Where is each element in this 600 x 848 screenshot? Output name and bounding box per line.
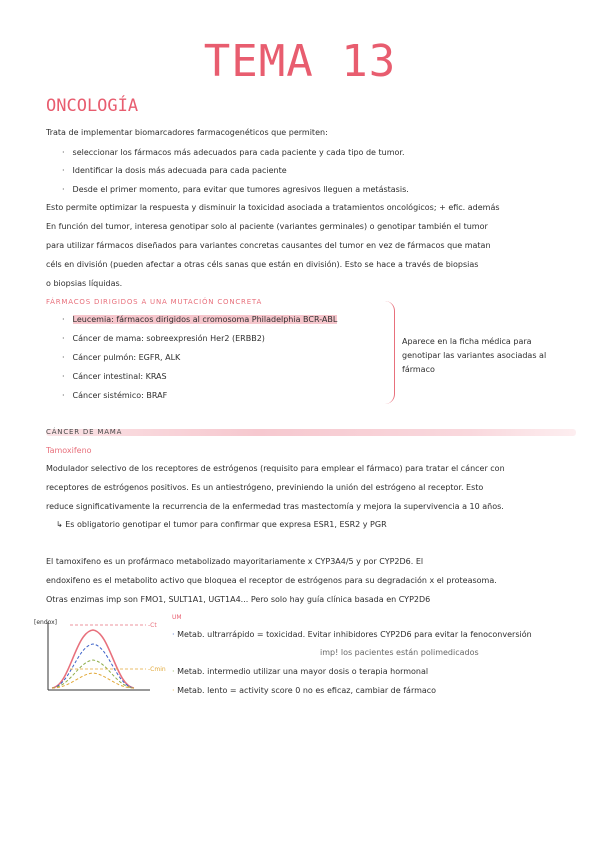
section-highlight-bar — [46, 429, 576, 436]
phenotype-row-ultra: · Metab. ultrarrápido = toxicidad. Evitar inhibidores CYP2D6 para evitar la fenoconversión — [172, 630, 532, 639]
curve-slow — [52, 673, 134, 688]
phenotype-subnote: imp! los pacientes están polimedicados — [320, 648, 479, 657]
concentration-graph — [30, 612, 180, 702]
phenotype-bullet: · — [172, 667, 178, 676]
page-title: TEMA 13 — [203, 36, 397, 87]
breast-heading: CÁNCER DE MAMA — [46, 428, 123, 436]
targeted-item: · Cáncer pulmón: EGFR, ALK — [62, 353, 181, 362]
intro-bullet: · Desde el primer momento, para evitar que tumores agresivos lleguen a metástasis. — [62, 185, 409, 194]
targeted-item: · Cáncer intestinal: KRAS — [62, 372, 167, 381]
phenotype-row-lento: · Metab. lento = activity score 0 no es eficaz, cambiar de fármaco — [172, 686, 437, 695]
targeted-item: · Cáncer de mama: sobreexpresión Her2 (ERBB2) — [62, 334, 265, 343]
intro-bullet: · seleccionar los fármacos más adecuados para cada paciente y cada tipo de tumor. — [62, 148, 405, 157]
phenotype-row-inter: · Metab. intermedio utilizar una mayor dosis o terapia hormonal — [172, 667, 429, 676]
targeted-heading: FÁRMACOS DIRIGIDOS A UNA MUTACIÓN CONCRETA — [46, 298, 263, 306]
intro-lead: Trata de implementar biomarcadores farmacogenéticos que permiten: — [46, 128, 328, 137]
breast-line: Modulador selectivo de los receptores de estrógenos (requisito para emplear el fármaco) para tratar el cáncer con — [46, 464, 505, 473]
metab-line: Otras enzimas imp son FMO1, SULT1A1, UGT1A4... Pero solo hay guía clínica basada en CYP2D6 — [46, 595, 431, 604]
drug-name: Tamoxifeno — [46, 446, 92, 455]
brace — [384, 301, 395, 404]
intro-line: céls en división (pueden afectar a otras céls sanas que están en división). Esto se hace a través de biopsias — [46, 260, 479, 269]
targeted-note: Aparece en la ficha médica para genotipar las variantes asociadas al fármaco — [402, 337, 547, 374]
breast-line: ↳ Es obligatorio genotipar el tumor para confirmar que expresa ESR1, ESR2 y PGR — [56, 520, 387, 529]
metab-line: El tamoxifeno es un profármaco metabolizado mayoritariamente x CYP3A4/5 y por CYP2D6. El — [46, 557, 424, 566]
um-label: UM — [172, 614, 182, 621]
curve-inter — [52, 660, 134, 688]
phenotype-bullet: · — [172, 686, 178, 695]
section-heading: ONCOLOGÍA — [46, 96, 139, 116]
breast-line: receptores de estrógenos positivos. Es un antiestrógeno, previniendo la unión del estrógeno al receptor. Esto — [46, 483, 484, 492]
intro-bullet: · Identificar la dosis más adecuada para cada paciente — [62, 166, 287, 175]
metab-line: endoxifeno es el metabolito activo que bloquea el receptor de estrógenos para su degradación x el proteasoma. — [46, 576, 497, 585]
phenotype-bullet: · — [172, 630, 178, 639]
targeted-item: · Leucemia: fármacos dirigidos al cromosoma Philadelphia BCR-ABL — [62, 315, 338, 324]
intro-line: En función del tumor, interesa genotipar solo al paciente (variantes germinales) o genotipar también el tumor — [46, 222, 488, 231]
graph-ct-label: -Ct — [148, 622, 157, 629]
intro-line: para utilizar fármacos diseñados para variantes concretas causantes del tumor en vez de fármacos que matan — [46, 241, 491, 250]
breast-line: reduce significativamente la recurrencia de la enfermedad tras mastectomía y mejora la supervivencia a 10 años. — [46, 502, 504, 511]
targeted-item: · Cáncer sistémico: BRAF — [62, 391, 168, 400]
graph-ylabel: [endox] — [34, 619, 58, 626]
intro-line: Esto permite optimizar la respuesta y disminuir la toxicidad asociada a tratamientos oncológicos; + efic. además — [46, 203, 500, 212]
graph-cmin-label: -Cmin — [148, 666, 166, 673]
curve-normal — [52, 644, 134, 688]
intro-line: o biopsias líquidas. — [46, 279, 123, 288]
